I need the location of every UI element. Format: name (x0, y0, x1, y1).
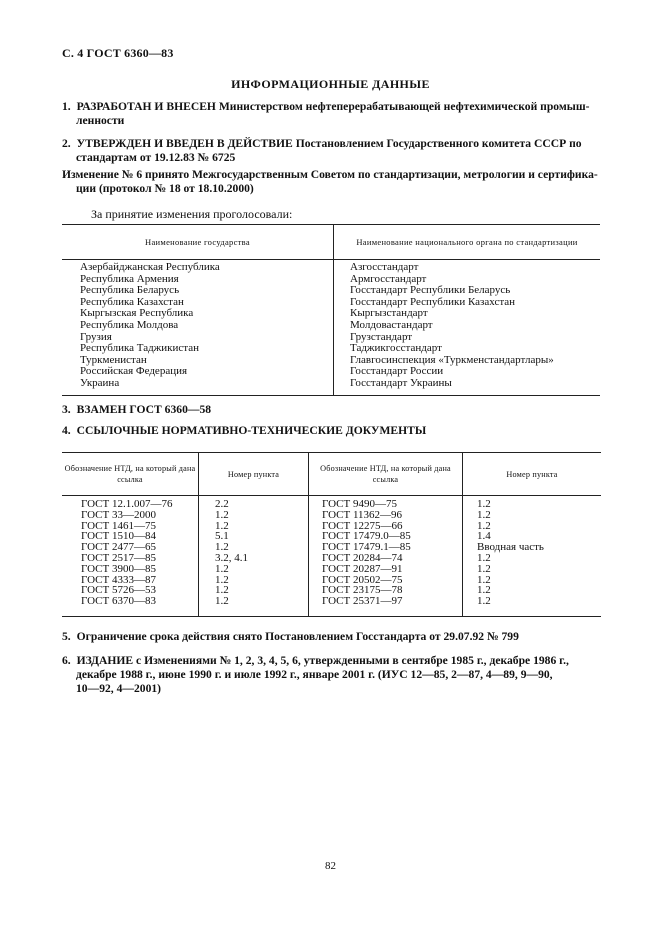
item-continuation: 10—92, 4—2001) (76, 682, 162, 695)
item-continuation: стандартам от 19.12.83 № 6725 (76, 151, 236, 164)
ref-point: 1.4 (477, 530, 491, 543)
state-name: Республика Таджикистан (80, 342, 199, 355)
ref-doc: ГОСТ 20284—74 (322, 551, 403, 564)
ref-doc: ГОСТ 12275—66 (322, 519, 403, 532)
item-number: 5. (62, 630, 71, 643)
refs-left-docs (62, 496, 199, 617)
ref-point: 1.2 (477, 562, 491, 575)
ref-point: 1.2 (215, 541, 229, 554)
ref-doc: ГОСТ 6370—83 (81, 595, 156, 608)
item-text: ИЗДАНИЕ с Изменениями № 1, 2, 3, 4, 5, 6, утвержденными в сентябре 1985 г., декабре 1986 г., (76, 654, 569, 667)
standards-body-name: Госстандарт Республики Беларусь (350, 284, 511, 297)
state-name: Республика Казахстан (80, 295, 184, 308)
ref-point: 1.2 (215, 595, 229, 608)
vote-label: За принятие изменения проголосовали: (91, 207, 293, 221)
page-number: 82 (325, 860, 336, 872)
ref-doc: ГОСТ 3900—85 (81, 562, 156, 575)
state-name: Азербайджанская Республика (80, 261, 220, 273)
item-number: 4. (62, 424, 71, 437)
ref-doc: ГОСТ 20502—75 (322, 573, 403, 586)
ref-point: 1.2 (477, 551, 491, 564)
ref-doc: ГОСТ 1510—84 (81, 530, 156, 543)
ref-point: 5.1 (215, 530, 229, 543)
standards-body-name: Госстандарт Республики Казахстан (350, 295, 516, 308)
ref-doc: ГОСТ 11362—96 (322, 508, 403, 521)
ref-doc: ГОСТ 23175—78 (322, 584, 403, 597)
ref-doc: ГОСТ 17479.0—85 (322, 530, 411, 543)
refs-left-points (199, 496, 309, 617)
item-number: 3. (62, 403, 71, 416)
state-name: Республика Беларусь (80, 284, 180, 297)
ref-point: 1.2 (477, 498, 491, 510)
ref-doc: ГОСТ 20287—91 (322, 562, 403, 575)
state-name: Туркменистан (80, 353, 147, 366)
change-note (62, 168, 607, 196)
ref-doc: ГОСТ 12.1.007—76 (81, 498, 173, 510)
ref-point: 1.2 (477, 508, 491, 521)
item-continuation: ленности (76, 114, 125, 127)
change-continuation: ции (протокол № 18 от 18.10.2000) (76, 182, 254, 195)
state-name: Российская Федерация (80, 365, 188, 378)
change-text: Изменение № 6 принято Межгосударственным Советом по стандартизации, метрологии и сертифика- (62, 168, 598, 181)
item-number: 1. (62, 100, 71, 113)
item-text: Постановлением Государственного комитета СССР по (295, 137, 582, 150)
refs-right-docs (309, 496, 463, 617)
ref-doc: ГОСТ 2477—65 (81, 541, 156, 554)
standards-body-name: Грузстандарт (350, 330, 413, 343)
item-lead: УТВЕРЖДЕН И ВВЕДЕН В ДЕЙСТВИЕ (76, 137, 293, 150)
ref-doc: ГОСТ 1461—75 (81, 519, 156, 532)
item-replaced (62, 403, 602, 417)
item-number: 2. (62, 137, 71, 150)
ref-point: 1.2 (215, 573, 229, 586)
references-table (62, 452, 601, 617)
ref-point: 1.2 (215, 519, 229, 532)
bodies-column (334, 260, 601, 396)
state-name: Украина (80, 376, 120, 389)
ref-doc: ГОСТ 2517—85 (81, 551, 156, 564)
ref-doc: ГОСТ 4333—87 (81, 573, 156, 586)
ref-point: 1.2 (215, 562, 229, 575)
item-number: 6. (62, 654, 71, 667)
standards-body-name: Азгосстандарт (350, 261, 419, 273)
item-lead: РАЗРАБОТАН И ВНЕСЕН (76, 100, 216, 113)
standards-body-name: Госстандарт Украины (350, 376, 452, 389)
item-references (62, 424, 602, 438)
ref-point: 1.2 (477, 519, 491, 532)
standards-body-name: Таджикгосстандарт (350, 342, 442, 355)
state-name: Кыргызская Республика (80, 307, 194, 320)
refs-header-point-left: Номер пункта (199, 453, 309, 496)
standards-body-name: Молдовастандарт (350, 318, 433, 331)
ref-doc: ГОСТ 17479.1—85 (322, 541, 411, 554)
ref-doc: ГОСТ 9490—75 (322, 498, 397, 510)
states-header-body: Наименование национального органа по стандартизации (334, 225, 601, 260)
ref-point: 2.2 (215, 498, 229, 510)
states-table (62, 224, 600, 396)
section-title: ИНФОРМАЦИОННЫЕ ДАННЫЕ (231, 77, 430, 91)
item-continuation: декабре 1988 г., июне 1990 г. и июле 1992 г., январе 2001 г. (ИУС 12—85, 2—87, 4—89, 9—90, (76, 668, 553, 681)
page-header: С. 4 ГОСТ 6360—83 (62, 46, 174, 60)
ref-point: 1.2 (215, 508, 229, 521)
item-text: ВЗАМЕН ГОСТ 6360—58 (76, 403, 212, 416)
table-row (62, 496, 601, 617)
item-text: Ограничение срока действия снято Постановлением Госстандарта от 29.07.92 № 799 (76, 630, 519, 643)
refs-header-point-right: Номер пункта (463, 453, 602, 496)
refs-right-points (463, 496, 602, 617)
item-edition (62, 654, 622, 696)
standards-body-name: Госстандарт России (350, 365, 444, 378)
item-text: Министерством нефтеперерабатывающей нефтехимической промыш- (218, 100, 590, 113)
state-name: Республика Армения (80, 272, 179, 285)
item-restriction (62, 630, 622, 644)
ref-point: Вводная часть (477, 541, 544, 554)
ref-point: 1.2 (477, 573, 491, 586)
item-developed (62, 100, 602, 128)
states-column (62, 260, 334, 396)
ref-doc: ГОСТ 33—2000 (81, 508, 156, 521)
ref-point: 1.2 (477, 584, 491, 597)
ref-doc: ГОСТ 5726—53 (81, 584, 156, 597)
item-text: ССЫЛОЧНЫЕ НОРМАТИВНО-ТЕХНИЧЕСКИЕ ДОКУМЕНТЫ (76, 424, 427, 437)
ref-doc: ГОСТ 25371—97 (322, 595, 403, 608)
ref-point: 1.2 (477, 595, 491, 608)
ref-point: 1.2 (215, 584, 229, 597)
standards-body-name: Армгосстандарт (350, 272, 427, 285)
ref-point: 3.2, 4.1 (215, 551, 248, 564)
state-name: Республика Молдова (80, 318, 179, 331)
standards-body-name: Кыргызстандарт (350, 307, 428, 320)
refs-header-doc-right: Обозначение НТД, на который дана ссылка (309, 453, 463, 496)
table-row (62, 260, 600, 396)
state-name: Грузия (80, 330, 112, 343)
item-approved (62, 137, 602, 165)
refs-header-doc-left: Обозначение НТД, на который дана ссылка (62, 453, 199, 496)
states-header-state: Наименование государства (62, 225, 334, 260)
standards-body-name: Главгосинспекция «Туркменстандартлары» (350, 353, 554, 366)
